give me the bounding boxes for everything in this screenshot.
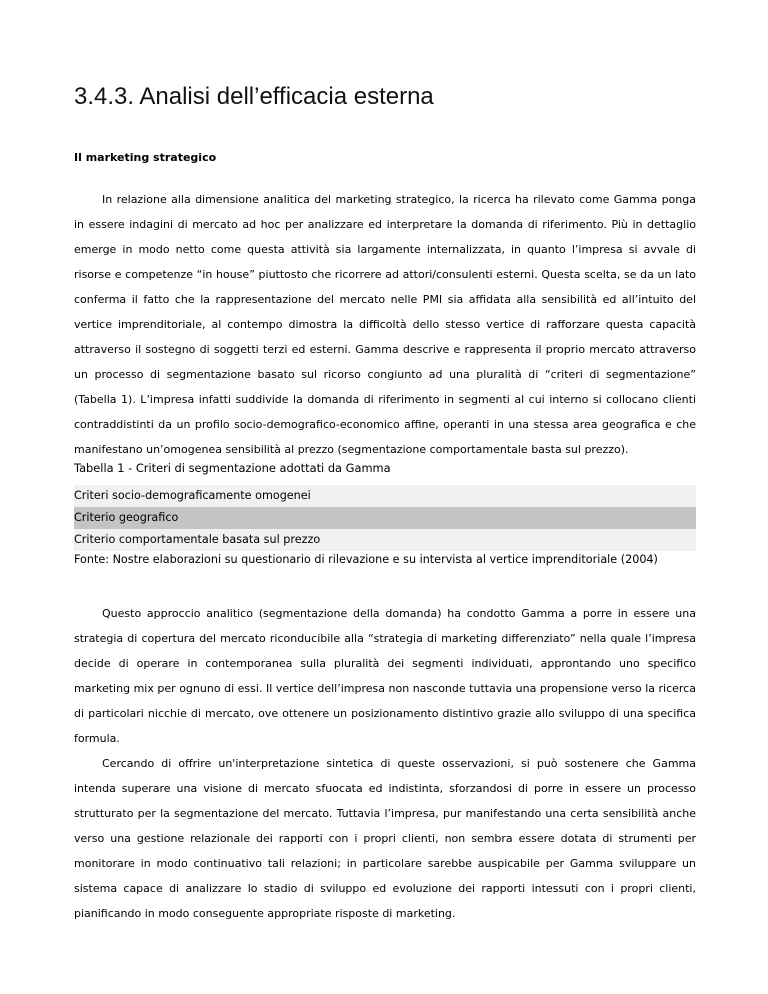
paragraph-2: Questo approccio analitico (segmentazione della domanda) ha condotto Gamma a porre in essere una strategia di copertura del mercato riconducibile alla “strategia di marketing differenziato” nella quale l’impresa decide di operare in contemporanea sulla pluralità dei segmenti individuati, approntando uno specifico marketing mix per ognuno di essi. Il vertice dell’impresa non nasconde tuttavia una propensione verso la ricerca di particolari nicchie di mercato, ove ottenere un posizionamento distintivo grazie allo sviluppo di una specifica formula. xyxy=(74,607,696,745)
body-continued xyxy=(74,601,696,926)
subsection-heading: Il marketing strategico xyxy=(74,151,217,164)
paragraph-1: In relazione alla dimensione analitica del marketing strategico, la ricerca ha rilevato come Gamma ponga in essere indagini di mercato ad hoc per analizzare ed interpretare la domanda di riferimento. Più in dettaglio emerge in modo netto come questa attività sia largamente internalizzata, in quanto l’impresa si avvale di risorse e competenze “in house” piuttosto che ricorrere ad attori/consulenti esterni. Questa scelta, se da un lato conferma il fatto che la rappresentazione del mercato nelle PMI sia affidata alla sensibilità ed all’intuito del vertice imprenditoriale, al contempo dimostra la difficoltà dello stesso vertice di rafforzare questa capacità attraverso il sostegno di soggetti terzi ed esterni. Gamma descrive e rappresenta il proprio mercato attraverso un processo di segmentazione basato sul ricorso congiunto ad una pluralità di “criteri di segmentazione” (Tabella 1). L’impresa infatti suddivide la domanda di riferimento in segmenti al cui interno si collocano clienti contraddistinti da un profilo socio-demografico-economico affine, operanti in una stessa area geografica e che manifestano un’omogenea sensibilità al prezzo (segmentazione comportamentale basta sul prezzo). xyxy=(74,193,696,456)
table-cell: Criterio geografico xyxy=(74,511,179,524)
table-row xyxy=(74,529,696,551)
table-row xyxy=(74,507,696,529)
table-source-note: Fonte: Nostre elaborazioni su questionario di rilevazione e su intervista al vertice imprenditoriale (2004) xyxy=(74,553,658,566)
paragraph-3: Cercando di offrire un'interpretazione sintetica di queste osservazioni, si può sostenere che Gamma intenda superare una visione di mercato sfuocata ed indistinta, sforzandosi di porre in essere un processo strutturato per la segmentazione del mercato. Tuttavia l’impresa, pur manifestando una certa sensibilità anche verso una gestione relazionale dei rapporti con i propri clienti, non sembra essere dotata di strumenti per monitorare in modo continuativo tali relazioni; in particolare sarebbe auspicabile per Gamma sviluppare un sistema capace di analizzare lo stadio di sviluppo ed evoluzione dei rapporti intessuti con i propri clienti, pianificando in modo conseguente appropriate risposte di marketing. xyxy=(74,757,696,920)
table-cell: Criterio comportamentale basata sul prezzo xyxy=(74,533,321,546)
table-row xyxy=(74,485,696,507)
segmentation-table xyxy=(74,485,696,551)
table-cell: Criteri socio-demograficamente omogenei xyxy=(74,489,311,502)
table-caption: Tabella 1 - Criteri di segmentazione adottati da Gamma xyxy=(74,461,391,475)
section-heading: 3.4.3. Analisi dell’efficacia esterna xyxy=(74,83,434,110)
